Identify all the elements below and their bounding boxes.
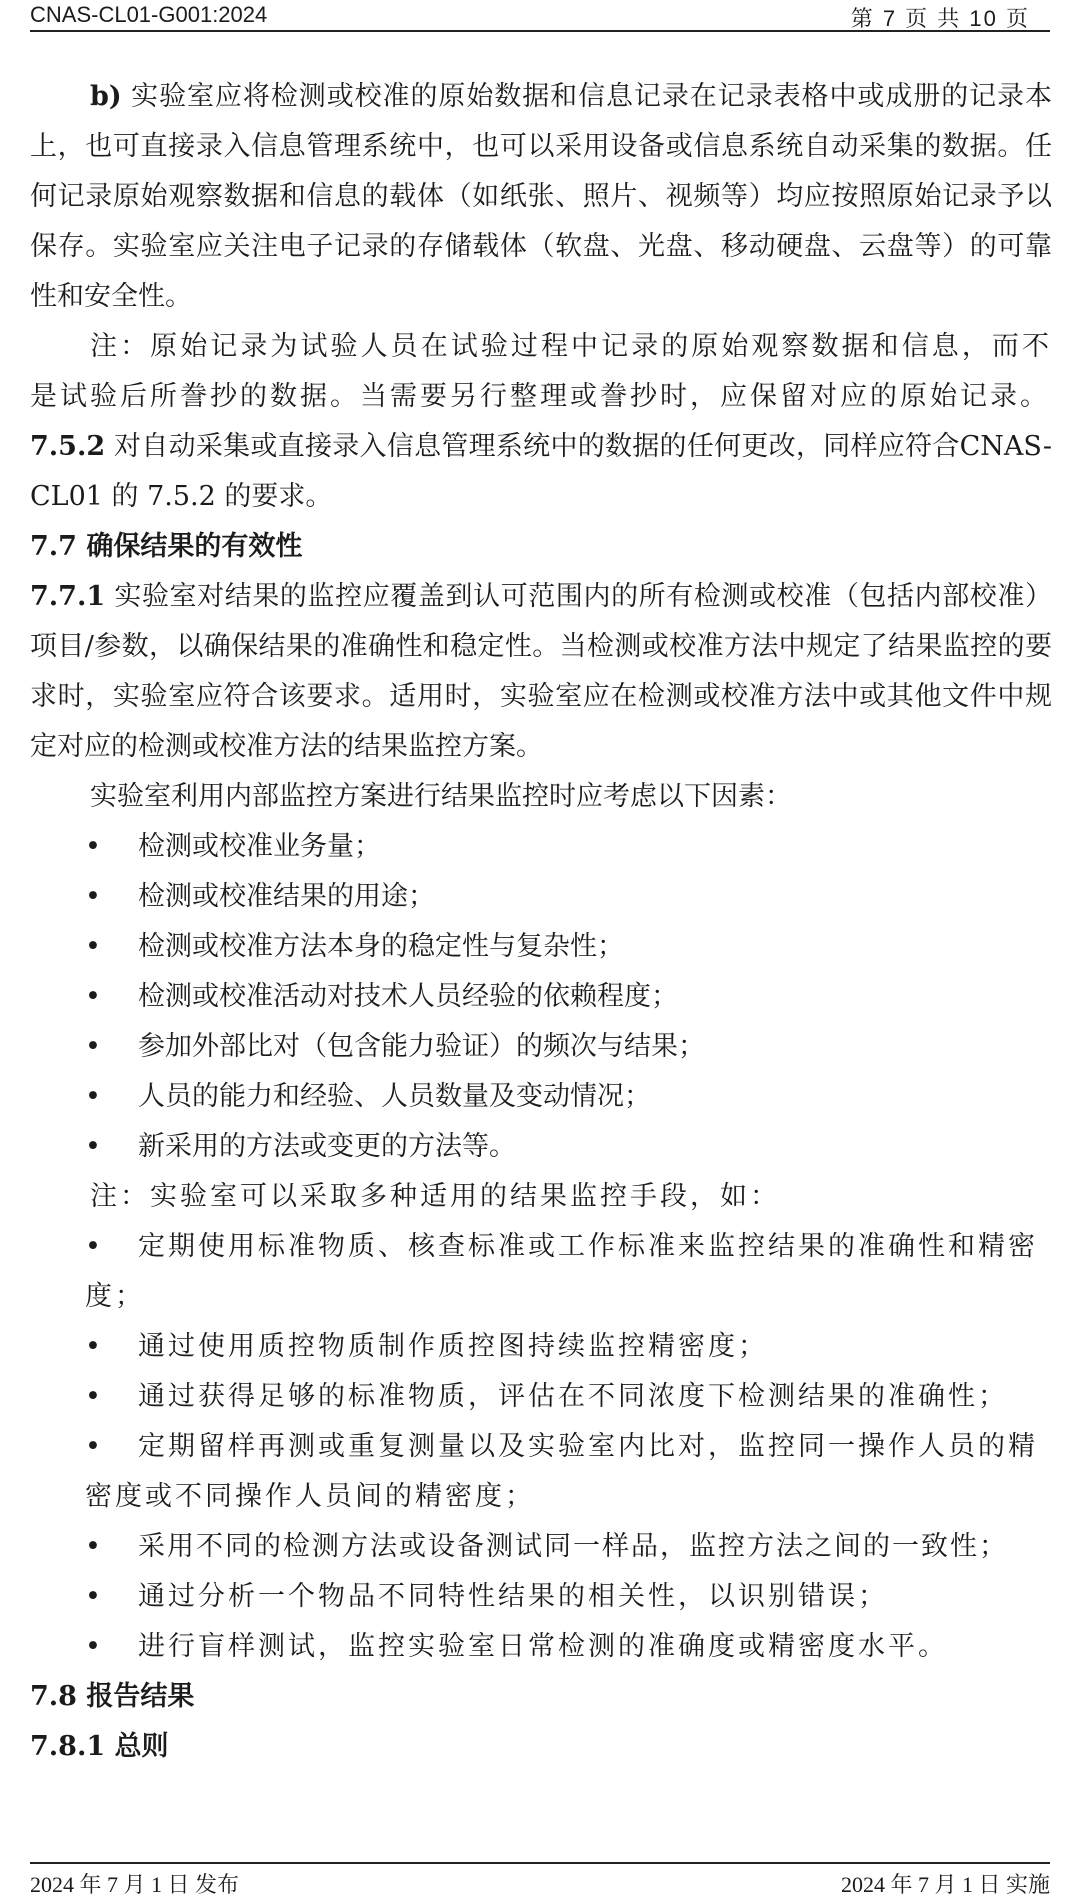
bullet-icon: • bbox=[85, 1631, 104, 1662]
bullet-icon: • bbox=[85, 831, 101, 862]
clause-text: 实验室对结果的监控应覆盖到认可范围内的所有检测或校准（包括内部校准）项目/参数，以确保结果的准确性和稳定性。当检测或校准方法中规定了结果监控的要求时，实验室应符合该要求。适用时，实验室应在检测或校准方法中或其他文件中规定对应的检测或校准方法的结果监控方案。 bbox=[30, 581, 1052, 762]
bullet-icon: • bbox=[85, 1081, 101, 1112]
note-original-record: 注：原始记录为试验人员在试验过程中记录的原始观察数据和信息，而不是试验后所誊抄的数据。当需要另行整理或誊抄时，应保留对应的原始记录。 bbox=[30, 331, 1052, 412]
paragraph-b bbox=[30, 72, 1052, 322]
list-item: • 新采用的方法或变更的方法等。 bbox=[30, 1122, 1052, 1172]
bullet-icon: • bbox=[85, 1131, 101, 1162]
list-item: • 检测或校准活动对技术人员经验的依赖程度； bbox=[30, 972, 1052, 1022]
section-heading-7-7: 7.7 确保结果的有效性 bbox=[30, 531, 303, 562]
list-item: • 检测或校准结果的用途； bbox=[30, 872, 1052, 922]
list-item: • 采用不同的检测方法或设备测试同一样品，监控方法之间的一致性； bbox=[30, 1522, 1052, 1572]
bullet-icon: • bbox=[85, 1381, 104, 1412]
clause-7-7-1 bbox=[30, 572, 1052, 772]
implementation-date: 2024 年 7 月 1 日 实施 bbox=[840, 1872, 1050, 1897]
document-body bbox=[30, 72, 1052, 1772]
list-item: • 检测或校准方法本身的稳定性与复杂性； bbox=[30, 922, 1052, 972]
clause-number: 7.7.1 bbox=[30, 581, 106, 612]
bullet-icon: • bbox=[85, 1231, 104, 1262]
bullet-icon: • bbox=[85, 1581, 104, 1612]
bullet-icon: • bbox=[85, 981, 101, 1012]
bullet-icon: • bbox=[85, 1431, 104, 1462]
list-item: • 通过获得足够的标准物质，评估在不同浓度下检测结果的准确性； bbox=[30, 1372, 1052, 1422]
clause-7-5-2 bbox=[30, 422, 1052, 522]
bullet-icon: • bbox=[85, 1531, 103, 1562]
bullet-icon: • bbox=[85, 931, 101, 962]
list-item: • 定期留样再测或重复测量以及实验室内比对，监控同一操作人员的精密度或不同操作人员间的精密度； bbox=[30, 1422, 1052, 1522]
list-item: • 定期使用标准物质、核查标准或工作标准来监控结果的准确性和精密度； bbox=[30, 1222, 1052, 1322]
paragraph-text: 实验室应将检测或校准的原始数据和信息记录在记录表格中或成册的记录本上，也可直接录入信息管理系统中，也可以采用设备或信息系统自动采集的数据。任何记录原始观察数据和信息的载体（如纸张、照片、视频等）均应按照原始记录予以保存。实验室应关注电子记录的存储载体（软盘、光盘、移动硬盘、云盘等）的可靠性和安全性。 bbox=[30, 81, 1052, 312]
list-item: • 检测或校准业务量； bbox=[30, 822, 1052, 872]
bullet-icon: • bbox=[85, 881, 101, 912]
list-item: • 通过使用质控物质制作质控图持续监控精密度； bbox=[30, 1322, 1052, 1372]
issue-date: 2024 年 7 月 1 日 发布 bbox=[30, 1872, 240, 1897]
page-number: 第 7 页 共 10 页 bbox=[850, 6, 1030, 31]
bullet-icon: • bbox=[85, 1331, 104, 1362]
factors-intro: 实验室利用内部监控方案进行结果监控时应考虑以下因素： bbox=[90, 781, 792, 812]
factors-list bbox=[30, 822, 1052, 1172]
page-footer bbox=[30, 1862, 1050, 1897]
bullet-icon: • bbox=[85, 1031, 101, 1062]
list-item: • 参加外部比对（包含能力验证）的频次与结果； bbox=[30, 1022, 1052, 1072]
means-list bbox=[30, 1222, 1052, 1672]
list-item: • 通过分析一个物品不同特性结果的相关性，以识别错误； bbox=[30, 1572, 1052, 1622]
list-item: • 进行盲样测试，监控实验室日常检测的准确度或精密度水平。 bbox=[30, 1622, 1052, 1672]
note-monitoring-means: 注：实验室可以采取多种适用的结果监控手段，如： bbox=[90, 1181, 780, 1212]
section-heading-7-8-1: 7.8.1 总则 bbox=[30, 1731, 169, 1762]
clause-number: 7.5.2 bbox=[30, 431, 106, 462]
list-item: • 人员的能力和经验、人员数量及变动情况； bbox=[30, 1072, 1052, 1122]
item-label: b) bbox=[90, 81, 122, 112]
page-header bbox=[30, 0, 1050, 32]
clause-text: 对自动采集或直接录入信息管理系统中的数据的任何更改，同样应符合CNAS-CL01 的 7.5.2 的要求。 bbox=[30, 431, 1052, 512]
document-code: CNAS-CL01-G001:2024 bbox=[30, 2, 268, 27]
section-heading-7-8: 7.8 报告结果 bbox=[30, 1681, 195, 1712]
